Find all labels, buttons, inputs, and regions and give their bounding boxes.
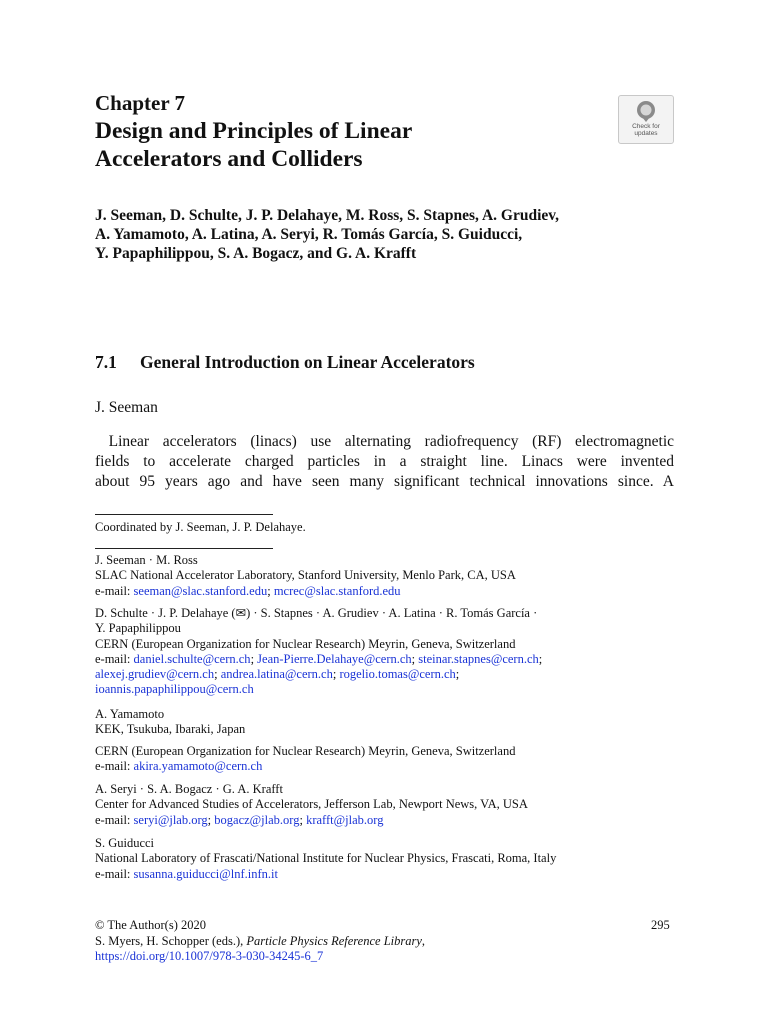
- badge-text-line: updates: [634, 130, 658, 137]
- affiliation-names: A. Yamamoto: [95, 707, 165, 721]
- affiliation-institution: CERN (European Organization for Nuclear Research) Meyrin, Geneva, Switzerland: [95, 744, 516, 758]
- email-link[interactable]: krafft@jlab.org: [306, 812, 384, 827]
- affiliation-block: [95, 606, 675, 698]
- email-link[interactable]: mcrec@slac.stanford.edu: [273, 583, 401, 598]
- email-link[interactable]: daniel.schulte@cern.ch: [133, 651, 251, 666]
- section-number: 7.1: [95, 352, 117, 372]
- email-link[interactable]: seryi@jlab.org: [133, 812, 208, 827]
- affiliation-institution: CERN (European Organization for Nuclear Research) Meyrin, Geneva, Switzerland: [95, 636, 516, 651]
- page-number: 295: [651, 918, 670, 932]
- author-line: Y. Papaphilippou, S. A. Bogacz, and G. A. Krafft: [95, 245, 417, 262]
- body-line: about 95 years ago and have seen many significant technical innovations since. A: [95, 473, 674, 490]
- body-line: Linear accelerators (linacs) use alternating radiofrequency (RF) electromagnetic: [108, 433, 675, 450]
- affiliation-emails: e-mail: seryi@jlab.org; bogacz@jlab.org; krafft@jlab.org: [95, 812, 384, 827]
- email-link[interactable]: Jean-Pierre.Delahaye@cern.ch: [257, 651, 412, 666]
- email-link[interactable]: steinar.stapnes@cern.ch: [418, 651, 539, 666]
- footnote: Coordinated by J. Seeman, J. P. Delahaye.: [95, 520, 306, 534]
- section-title: General Introduction on Linear Accelerators: [140, 352, 475, 372]
- affiliation-block: [95, 744, 675, 775]
- copyright-line: © The Author(s) 2020: [95, 918, 206, 932]
- chapter-title-line: Design and Principles of Linear: [95, 118, 413, 144]
- footnote-divider: [95, 514, 273, 515]
- affiliation-institution: KEK, Tsukuba, Ibaraki, Japan: [95, 722, 246, 737]
- affiliation-emails: e-mail: daniel.schulte@cern.ch; Jean-Pierre.Delahaye@cern.ch; steinar.stapnes@cern.ch;: [95, 651, 543, 666]
- book-title: Particle Physics Reference Library: [246, 933, 422, 948]
- email-link[interactable]: andrea.latina@cern.ch: [220, 667, 333, 682]
- affiliation-emails: e-mail: seeman@slac.stanford.edu; mcrec@slac.stanford.edu: [95, 583, 401, 598]
- badge-text-line: Check for: [632, 123, 660, 130]
- check-for-updates-icon: [635, 99, 657, 123]
- chapter-title-line: Accelerators and Colliders: [95, 146, 363, 172]
- section-author: J. Seeman: [95, 399, 158, 416]
- email-link[interactable]: akira.yamamoto@cern.ch: [133, 759, 263, 774]
- email-link[interactable]: bogacz@jlab.org: [214, 812, 300, 827]
- email-link[interactable]: alexej.grudiev@cern.ch: [95, 667, 215, 682]
- affiliation-names: A. Seryi · S. A. Bogacz · G. A. Krafft: [95, 782, 283, 796]
- affiliation-institution: SLAC National Accelerator Laboratory, Stanford University, Menlo Park, CA, USA: [95, 568, 516, 583]
- email-link[interactable]: rogelio.tomas@cern.ch: [339, 667, 456, 682]
- affiliation-emails: [95, 682, 675, 697]
- affiliation-names: D. Schulte · J. P. Delahaye (✉) · S. Stapnes · A. Grudiev · A. Latina · R. Tomás García ·: [95, 606, 538, 620]
- email-link[interactable]: susanna.guiducci@lnf.infn.it: [133, 866, 279, 881]
- affiliation-names: S. Guiducci: [95, 836, 155, 850]
- page-footer: [95, 918, 425, 965]
- author-list: [95, 206, 695, 263]
- affiliation-divider: [95, 548, 273, 549]
- body-paragraph: [95, 432, 674, 492]
- affiliation-names: Y. Papaphilippou: [95, 621, 181, 636]
- body-line: fields to accelerate charged particles in a straight line. Linacs were invented: [95, 453, 674, 470]
- affiliation-block: [95, 707, 675, 738]
- check-for-updates-badge[interactable]: [618, 95, 674, 144]
- chapter-title: [95, 117, 615, 173]
- affiliation-block: [95, 553, 675, 599]
- chapter-label: Chapter 7: [95, 91, 186, 115]
- affiliation-emails: e-mail: akira.yamamoto@cern.ch: [95, 759, 263, 774]
- citation-line: S. Myers, H. Schopper (eds.), Particle Physics Reference Library,: [95, 933, 426, 948]
- affiliation-emails: e-mail: susanna.guiducci@lnf.infn.it: [95, 866, 279, 881]
- affiliation-block: [95, 836, 675, 882]
- section-heading: [95, 351, 475, 373]
- doi-link[interactable]: https://doi.org/10.1007/978-3-030-34245-6_7: [95, 949, 324, 963]
- affiliation-block: [95, 782, 675, 828]
- affiliation-institution: National Laboratory of Frascati/National Institute for Nuclear Physics, Frascati, Roma, Italy: [95, 851, 557, 866]
- author-line: A. Yamamoto, A. Latina, A. Seryi, R. Tomás García, S. Guiducci,: [95, 226, 523, 243]
- affiliation-institution: Center for Advanced Studies of Accelerators, Jefferson Lab, Newport News, VA, USA: [95, 797, 528, 812]
- email-link[interactable]: seeman@slac.stanford.edu: [133, 583, 268, 598]
- author-line: J. Seeman, D. Schulte, J. P. Delahaye, M. Ross, S. Stapnes, A. Grudiev,: [95, 207, 560, 224]
- affiliation-names: J. Seeman · M. Ross: [95, 553, 198, 567]
- affiliation-emails: alexej.grudiev@cern.ch; andrea.latina@cern.ch; rogelio.tomas@cern.ch;: [95, 667, 460, 682]
- email-link[interactable]: ioannis.papaphilippou@cern.ch: [95, 682, 254, 697]
